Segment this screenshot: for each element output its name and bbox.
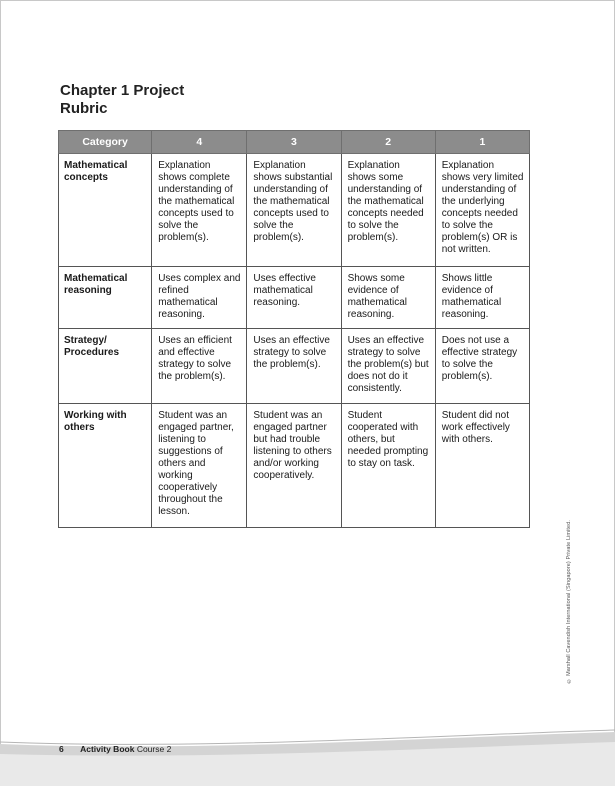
rubric-cell: Shows little evidence of mathematical reasoning. — [435, 267, 529, 329]
footer-wave-decoration — [0, 728, 615, 786]
category-cell: Working with others — [59, 404, 152, 528]
table-row — [59, 404, 530, 528]
table-row — [59, 154, 530, 267]
page-title — [60, 82, 184, 118]
header-score-2: 2 — [341, 131, 435, 154]
rubric-cell: Explanation shows some understanding of the mathematical concepts needed to solve the problem(s). — [341, 154, 435, 267]
table-header-row — [59, 131, 530, 154]
category-cell: Mathematical reasoning — [59, 267, 152, 329]
header-score-3: 3 — [247, 131, 341, 154]
rubric-cell: Explanation shows complete understanding of the mathematical concepts used to solve the problem(s). — [152, 154, 247, 267]
header-category: Category — [59, 131, 152, 154]
course-name: Course 2 — [136, 744, 172, 754]
category-cell: Strategy/ Procedures — [59, 329, 152, 404]
copyright-notice: © Marshall Cavendish International (Singapore) Private Limited. — [566, 520, 572, 684]
rubric-cell: Student did not work effectively with others. — [435, 404, 529, 528]
category-cell: Mathematical concepts — [59, 154, 152, 267]
header-score-1: 1 — [435, 131, 529, 154]
rubric-cell: Uses an effective strategy to solve the problem(s) but does not do it consistently. — [341, 329, 435, 404]
book-name: Activity Book — [80, 744, 135, 754]
title-line-2: Rubric — [60, 100, 108, 117]
rubric-cell: Does not use a effective strategy to solve the problem(s). — [435, 329, 529, 404]
table-row — [59, 329, 530, 404]
page-number: 6 — [59, 744, 64, 754]
rubric-table — [58, 130, 530, 528]
rubric-cell: Student was an engaged partner, listening to suggestions of others and working cooperatively throughout the lesson. — [152, 404, 247, 528]
rubric-cell: Explanation shows substantial understanding of the mathematical concepts used to solve the problem(s). — [247, 154, 341, 267]
rubric-cell: Shows some evidence of mathematical reasoning. — [341, 267, 435, 329]
title-line-1: Chapter 1 Project — [60, 82, 185, 99]
rubric-cell: Uses effective mathematical reasoning. — [247, 267, 341, 329]
rubric-cell: Uses an effective strategy to solve the problem(s). — [247, 329, 341, 404]
table-row — [59, 267, 530, 329]
rubric-cell: Uses an efficient and effective strategy to solve the problem(s). — [152, 329, 247, 404]
rubric-cell: Explanation shows very limited understanding of the underlying concepts needed to solve the problem(s) OR is not written. — [435, 154, 529, 267]
page-footer — [59, 744, 171, 754]
rubric-cell: Student cooperated with others, but needed prompting to stay on task. — [341, 404, 435, 528]
rubric-cell: Student was an engaged partner but had trouble listening to others and/or working cooperatively. — [247, 404, 341, 528]
rubric-cell: Uses complex and refined mathematical reasoning. — [152, 267, 247, 329]
header-score-4: 4 — [152, 131, 247, 154]
